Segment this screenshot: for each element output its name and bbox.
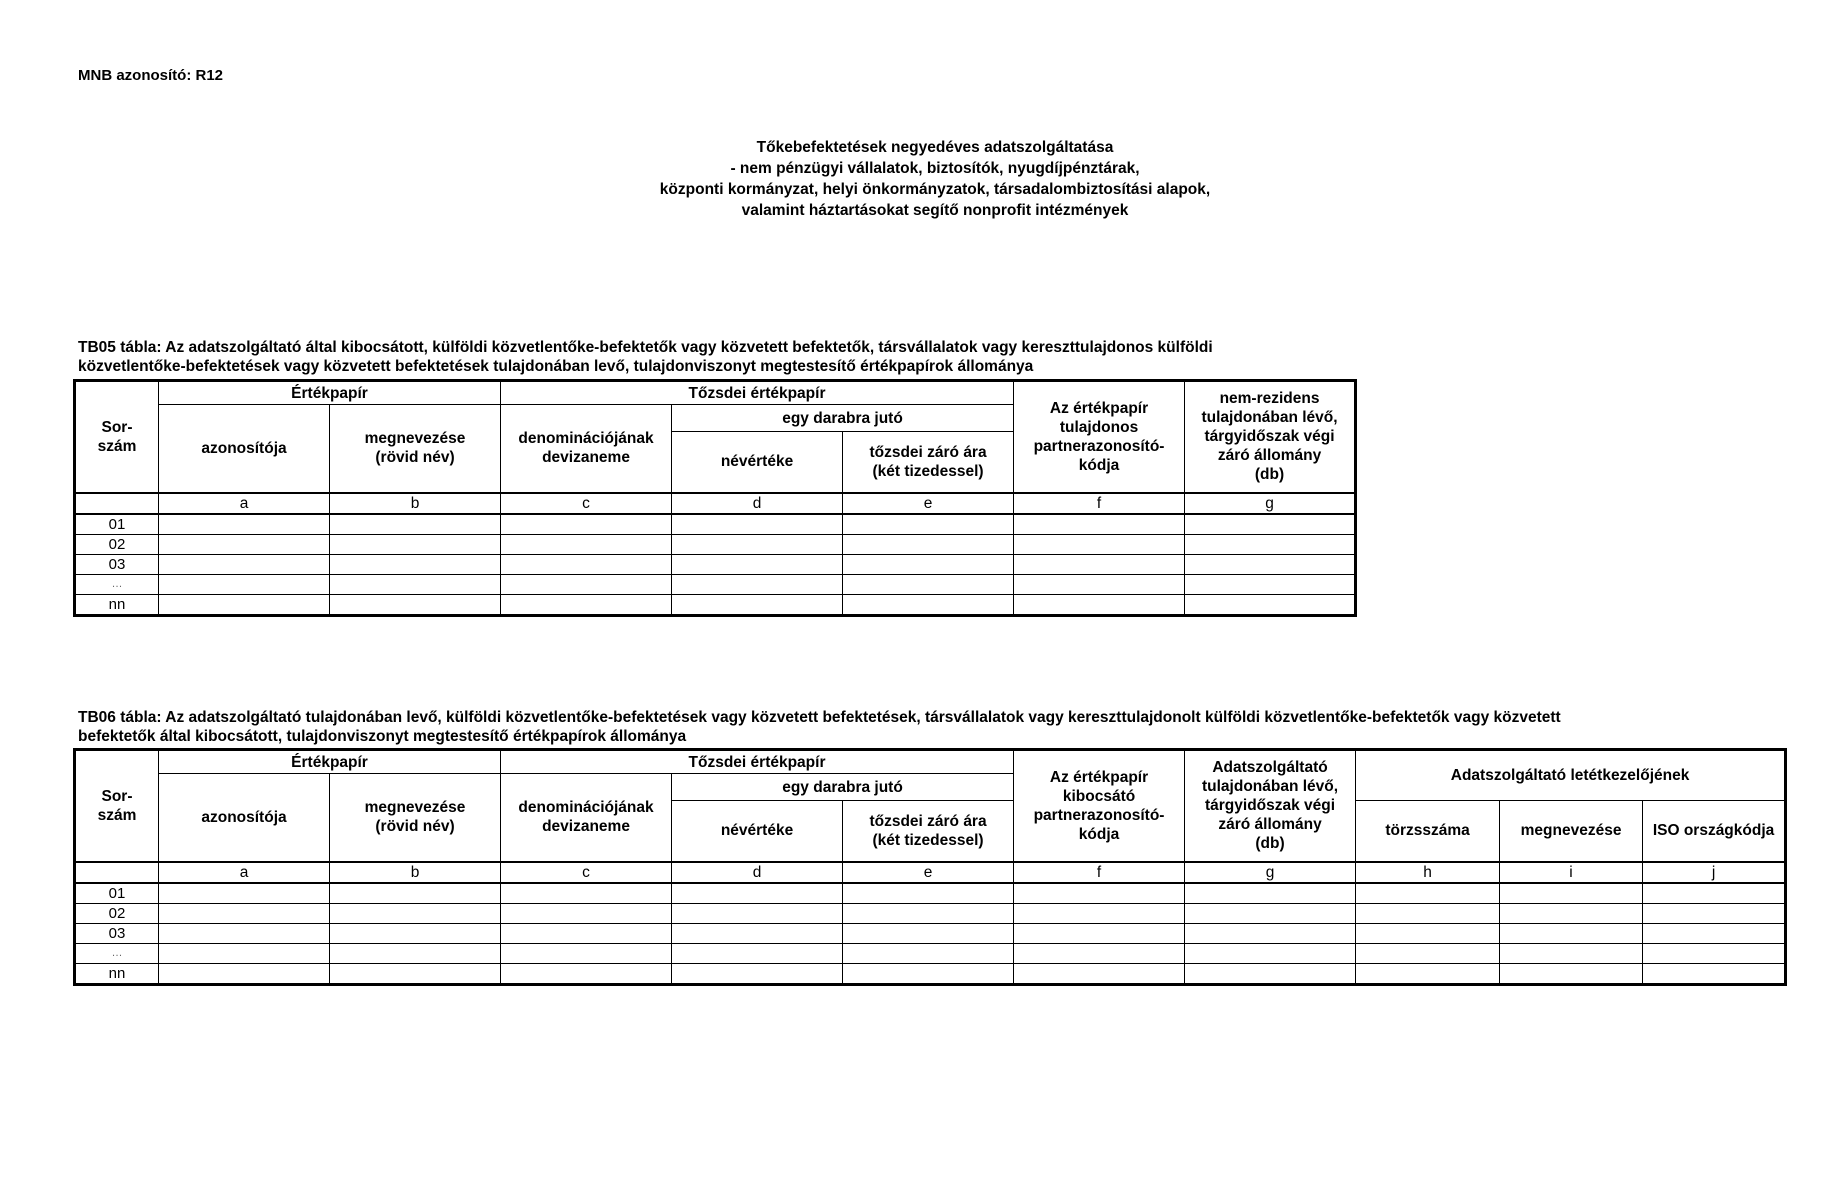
- data-cell[interactable]: [1500, 923, 1643, 943]
- header-line: (két tizedessel): [872, 462, 984, 480]
- data-cell[interactable]: [1185, 594, 1356, 615]
- header-sorszam-line-1: Sor-: [101, 418, 133, 436]
- header-tozsdei-ertekpapir: Tőzsdei értékpapír: [501, 750, 1014, 774]
- data-cell[interactable]: [330, 883, 501, 904]
- letter-cell: d: [672, 862, 843, 883]
- data-cell[interactable]: [1185, 943, 1356, 963]
- table-row: [75, 594, 1356, 615]
- data-cell[interactable]: [501, 554, 672, 574]
- data-cell[interactable]: [330, 554, 501, 574]
- data-cell[interactable]: [1356, 923, 1500, 943]
- table-row: [75, 903, 1786, 923]
- tb05-caption-line-1: TB05 tábla: Az adatszolgáltató által kibocsátott, külföldi közvetlentőke-befektetők vagy közvetett befektetők, társvállalatok vagy kereszttulajdonos külföldi: [78, 339, 1213, 356]
- data-cell[interactable]: [1014, 594, 1185, 615]
- data-cell[interactable]: [672, 554, 843, 574]
- header-nem-rezidens-allomany: [1185, 381, 1356, 493]
- data-cell[interactable]: [330, 943, 501, 963]
- header-tozsdei-zaro-ar: [843, 432, 1014, 493]
- data-cell[interactable]: [501, 943, 672, 963]
- header-line: záró állomány: [1218, 816, 1322, 834]
- table-row: [75, 883, 1786, 904]
- header-line: kódja: [1078, 456, 1120, 474]
- header-line: denominációjának: [518, 430, 654, 448]
- table-row: [75, 923, 1786, 943]
- header-line: partnerazonosító-: [1033, 806, 1165, 824]
- data-cell[interactable]: [330, 534, 501, 554]
- data-cell[interactable]: [501, 923, 672, 943]
- data-cell[interactable]: [159, 923, 330, 943]
- header-line: devizaneme: [542, 818, 630, 836]
- row-number: …: [75, 574, 159, 594]
- header-megnevezese: [330, 405, 501, 493]
- data-cell[interactable]: [501, 514, 672, 535]
- header-line: megnevezése: [364, 799, 466, 817]
- data-cell[interactable]: [330, 923, 501, 943]
- data-cell[interactable]: [1643, 943, 1786, 963]
- data-cell[interactable]: [1500, 883, 1643, 904]
- header-sorszam-line-1: Sor-: [101, 787, 133, 805]
- data-cell[interactable]: [672, 943, 843, 963]
- data-cell[interactable]: [1643, 883, 1786, 904]
- letter-cell: b: [330, 862, 501, 883]
- header-iso-orszagkod: ISO országkódja: [1643, 801, 1786, 862]
- data-cell[interactable]: [159, 574, 330, 594]
- header-line: Adatszolgáltató: [1212, 759, 1328, 777]
- data-cell[interactable]: [159, 943, 330, 963]
- data-cell[interactable]: [843, 903, 1014, 923]
- header-sorszam: [75, 750, 159, 862]
- tb06-caption-line-1: TB06 tábla: Az adatszolgáltató tulajdonában levő, külföldi közvetlentőke-befektetések vagy közvetett befektetések, társvállalatok vagy kereszttulajdonolt külföldi közvetlentőke-befektetők vagy közvetett: [78, 709, 1561, 726]
- data-cell[interactable]: [1185, 883, 1356, 904]
- header-egy-darabra-juto: egy darabra jutó: [672, 774, 1014, 801]
- header-nevertek: névértéke: [672, 801, 843, 862]
- data-cell[interactable]: [672, 963, 843, 984]
- header-line: partnerazonosító-: [1033, 437, 1165, 455]
- data-cell[interactable]: [330, 574, 501, 594]
- header-kibocsato-partnerazonosito: [1014, 750, 1185, 862]
- header-line: Az értékpapír: [1049, 768, 1149, 786]
- header-line: (rövid név): [375, 818, 455, 836]
- title-line-2: - nem pénzügyi vállalatok, biztosítók, nyugdíjpénztárak,: [730, 160, 1140, 177]
- header-tozsdei-ertekpapir: Tőzsdei értékpapír: [501, 381, 1014, 405]
- title-line-3: központi kormányzat, helyi önkormányzatok, társadalombiztosítási alapok,: [659, 181, 1211, 198]
- data-cell[interactable]: [1185, 574, 1356, 594]
- data-cell[interactable]: [1014, 923, 1185, 943]
- tb06-caption: [78, 708, 1561, 746]
- tb05-caption: [78, 338, 1213, 376]
- data-cell[interactable]: [501, 594, 672, 615]
- header-torzsszama: törzsszáma: [1356, 801, 1500, 862]
- data-cell[interactable]: [159, 963, 330, 984]
- row-number: nn: [75, 594, 159, 615]
- header-line: (két tizedessel): [872, 831, 984, 849]
- header-line: (rövid név): [375, 449, 455, 467]
- data-cell[interactable]: [843, 594, 1014, 615]
- data-cell[interactable]: [843, 963, 1014, 984]
- header-line: tőzsdei záró ára: [869, 812, 987, 830]
- header-line: nem-rezidens: [1219, 390, 1320, 408]
- data-cell[interactable]: [1185, 554, 1356, 574]
- letter-cell: g: [1185, 862, 1356, 883]
- table-row: [75, 963, 1786, 984]
- data-cell[interactable]: [1185, 903, 1356, 923]
- header-line: (db): [1255, 835, 1285, 853]
- table-row: [75, 534, 1356, 554]
- letter-cell: h: [1356, 862, 1500, 883]
- data-cell[interactable]: [501, 963, 672, 984]
- data-cell[interactable]: [1500, 903, 1643, 923]
- data-cell[interactable]: [1500, 943, 1643, 963]
- letter-cell: [75, 862, 159, 883]
- header-egy-darabra-juto: egy darabra jutó: [672, 405, 1014, 432]
- row-number: 01: [75, 883, 159, 904]
- data-cell[interactable]: [843, 923, 1014, 943]
- data-cell[interactable]: [1014, 883, 1185, 904]
- row-number: …: [75, 943, 159, 963]
- data-cell[interactable]: [843, 514, 1014, 535]
- header-tulajdonos-partnerazonosito: [1014, 381, 1185, 493]
- header-line: tulajdonában lévő,: [1201, 409, 1338, 427]
- data-cell[interactable]: [1185, 923, 1356, 943]
- header-sorszam-line-2: szám: [97, 437, 137, 455]
- header-line: tulajdonában lévő,: [1201, 778, 1339, 796]
- letter-cell: [75, 493, 159, 514]
- header-line: tulajdonos: [1059, 418, 1139, 436]
- data-cell[interactable]: [1356, 943, 1500, 963]
- data-cell[interactable]: [1014, 534, 1185, 554]
- header-line: devizaneme: [542, 449, 630, 467]
- data-cell[interactable]: [1500, 963, 1643, 984]
- table-row: [75, 554, 1356, 574]
- data-cell[interactable]: [1643, 963, 1786, 984]
- data-cell[interactable]: [843, 534, 1014, 554]
- header-denominacio-devizanem: [501, 774, 672, 862]
- letter-cell: c: [501, 493, 672, 514]
- data-cell[interactable]: [672, 923, 843, 943]
- header-letetkezelo: Adatszolgáltató letétkezelőjének: [1356, 750, 1786, 801]
- header-azonositoja: azonosítója: [159, 405, 330, 493]
- data-cell[interactable]: [843, 943, 1014, 963]
- row-number: nn: [75, 963, 159, 984]
- table-row: [75, 943, 1786, 963]
- header-line: záró állomány: [1217, 447, 1322, 465]
- mnb-identifier: MNB azonosító: R12: [78, 67, 224, 84]
- header-line: megnevezése: [364, 430, 466, 448]
- data-cell[interactable]: [159, 514, 330, 535]
- header-sorszam: [75, 381, 159, 493]
- data-cell[interactable]: [1356, 883, 1500, 904]
- data-cell[interactable]: [159, 534, 330, 554]
- letter-cell: a: [159, 493, 330, 514]
- data-cell[interactable]: [1014, 554, 1185, 574]
- header-line: kódja: [1078, 825, 1120, 843]
- data-cell[interactable]: [501, 534, 672, 554]
- letter-cell: e: [843, 862, 1014, 883]
- data-cell[interactable]: [1014, 514, 1185, 535]
- data-cell[interactable]: [672, 903, 843, 923]
- data-cell[interactable]: [672, 594, 843, 615]
- data-cell[interactable]: [1643, 923, 1786, 943]
- header-sorszam-line-2: szám: [97, 806, 137, 824]
- header-line: tőzsdei záró ára: [869, 443, 987, 461]
- data-cell[interactable]: [159, 594, 330, 615]
- tb06-table: [73, 748, 1787, 986]
- header-nevertek: névértéke: [672, 432, 843, 493]
- data-cell[interactable]: [672, 534, 843, 554]
- data-cell[interactable]: [1014, 943, 1185, 963]
- data-cell[interactable]: [1014, 963, 1185, 984]
- table-row: [75, 574, 1356, 594]
- data-cell[interactable]: [672, 574, 843, 594]
- data-cell[interactable]: [1014, 574, 1185, 594]
- data-cell[interactable]: [1185, 534, 1356, 554]
- title-line-4: valamint háztartásokat segítő nonprofit intézmények: [741, 202, 1129, 219]
- page-title: [0, 137, 1828, 221]
- header-line: (db): [1254, 466, 1285, 484]
- data-cell[interactable]: [501, 574, 672, 594]
- data-cell[interactable]: [159, 554, 330, 574]
- data-cell[interactable]: [1643, 903, 1786, 923]
- title-line-1: Tőkebefektetések negyedéves adatszolgáltatása: [756, 139, 1114, 156]
- letter-cell: f: [1014, 493, 1185, 514]
- header-line: denominációjának: [518, 799, 654, 817]
- letter-cell: c: [501, 862, 672, 883]
- row-number: 02: [75, 534, 159, 554]
- header-denominacio-devizanem: [501, 405, 672, 493]
- header-ertekpapir: Értékpapír: [159, 750, 501, 774]
- data-cell[interactable]: [1356, 963, 1500, 984]
- letter-cell: b: [330, 493, 501, 514]
- data-cell[interactable]: [843, 574, 1014, 594]
- row-number: 03: [75, 554, 159, 574]
- header-adatszolgaltato-allomany: [1185, 750, 1356, 862]
- row-number: 01: [75, 514, 159, 535]
- table-row: [75, 514, 1356, 535]
- letter-cell: i: [1500, 862, 1643, 883]
- letter-cell: j: [1643, 862, 1786, 883]
- data-cell[interactable]: [330, 514, 501, 535]
- data-cell[interactable]: [159, 883, 330, 904]
- row-number: 03: [75, 923, 159, 943]
- data-cell[interactable]: [330, 594, 501, 615]
- data-cell[interactable]: [843, 554, 1014, 574]
- header-line: kibocsátó: [1062, 787, 1136, 805]
- data-cell[interactable]: [501, 903, 672, 923]
- data-cell[interactable]: [1014, 903, 1185, 923]
- data-cell[interactable]: [672, 883, 843, 904]
- header-ertekpapir: Értékpapír: [159, 381, 501, 405]
- data-cell[interactable]: [843, 883, 1014, 904]
- tb06-caption-line-2: befektetők által kibocsátott, tulajdonviszonyt megtestesítő értékpapírok állománya: [78, 728, 687, 745]
- letter-cell: g: [1185, 493, 1356, 514]
- data-cell[interactable]: [330, 903, 501, 923]
- header-line: Az értékpapír: [1049, 399, 1149, 417]
- tb05-caption-line-2: közvetlentőke-befektetések vagy közvetett befektetések tulajdonában levő, tulajdonviszonyt megtestesítő értékpapírok állománya: [78, 358, 1034, 375]
- data-cell[interactable]: [159, 903, 330, 923]
- data-cell[interactable]: [330, 963, 501, 984]
- header-line: tárgyidőszak végi: [1204, 428, 1335, 446]
- letter-cell: a: [159, 862, 330, 883]
- header-letetkezelo-megnevezese: megnevezése: [1500, 801, 1643, 862]
- letter-cell: e: [843, 493, 1014, 514]
- letter-cell: d: [672, 493, 843, 514]
- header-tozsdei-zaro-ar: [843, 801, 1014, 862]
- data-cell[interactable]: [1185, 963, 1356, 984]
- letter-cell: f: [1014, 862, 1185, 883]
- data-cell[interactable]: [1185, 514, 1356, 535]
- data-cell[interactable]: [672, 514, 843, 535]
- header-azonositoja: azonosítója: [159, 774, 330, 862]
- row-number: 02: [75, 903, 159, 923]
- header-line: tárgyidőszak végi: [1204, 797, 1336, 815]
- header-megnevezese: [330, 774, 501, 862]
- data-cell[interactable]: [1356, 903, 1500, 923]
- tb05-table: [73, 379, 1357, 617]
- data-cell[interactable]: [501, 883, 672, 904]
